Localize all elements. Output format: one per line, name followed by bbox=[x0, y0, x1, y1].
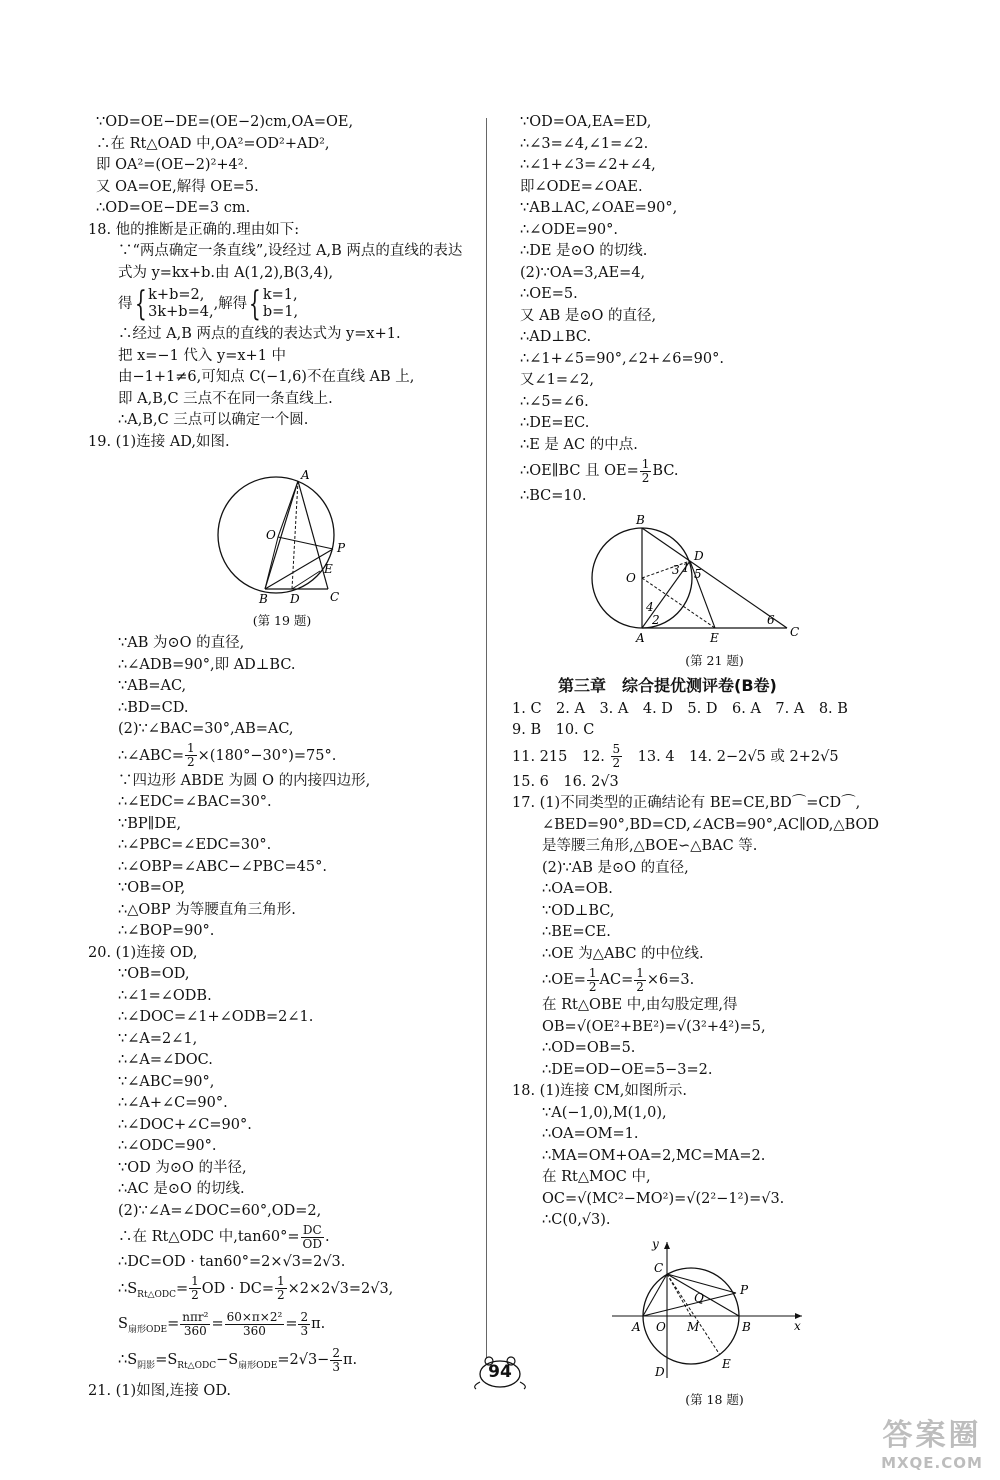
text-line: ∴BC=10. bbox=[520, 488, 587, 504]
left-column bbox=[88, 112, 476, 1403]
figure-18-caption: (第 18 题) bbox=[685, 1391, 744, 1407]
text-line: ∵AB=AC, bbox=[118, 678, 187, 694]
text-line: 即 OA²=(OE−2)²+4². bbox=[96, 157, 249, 173]
text-line: OB=√(OE²+BE²)=√(3²+4²)=5, bbox=[542, 1018, 766, 1035]
figure-18-diagram bbox=[512, 1236, 917, 1386]
text-line: ∴∠EDC=∠BAC=30°. bbox=[118, 794, 272, 810]
text-line: ∴∠ADB=90°,即 AD⊥BC. bbox=[118, 656, 296, 673]
label-O: O bbox=[626, 570, 636, 585]
page-number-badge bbox=[470, 1356, 530, 1390]
label-5: 5 bbox=[694, 566, 702, 581]
text-line: ∴∠ODC=90°. bbox=[118, 1138, 217, 1154]
text-line: ∴△OBP 为等腰直角三角形. bbox=[118, 901, 296, 918]
text-line: ∴∠DOC=∠1+∠ODB=2∠1. bbox=[118, 1009, 314, 1025]
text-line: ∴OE=5. bbox=[520, 286, 578, 302]
text-line: 又 AB 是⊙O 的直径, bbox=[520, 307, 657, 324]
text-line: ∴BD=CD. bbox=[118, 699, 189, 716]
text-line: (2)∵OA=3,AE=4, bbox=[520, 264, 646, 281]
text-line: ∴DE=EC. bbox=[520, 415, 590, 431]
text-line: ∴经过 A,B 两点的直线的表达式为 y=x+1. bbox=[118, 326, 401, 342]
label-D: D bbox=[290, 592, 300, 606]
watermark-url: MXQE.COM bbox=[881, 1454, 983, 1472]
text-line: ∴∠ODE=90°. bbox=[520, 221, 618, 238]
text-line: ∵“两点确定一条直线”,设经过 A,B 两点的直线的表达 bbox=[118, 243, 463, 259]
problem-18-heading: 18. 他的推断是正确的.理由如下: bbox=[88, 221, 300, 238]
label-B: B bbox=[636, 512, 645, 527]
watermark bbox=[872, 1410, 992, 1472]
equation-line: ∴在 Rt△ODC 中,tan60°= $\frac{DC}{OD}$ . bbox=[118, 1222, 330, 1251]
figure-18 bbox=[512, 1236, 917, 1408]
figure-19-diagram bbox=[88, 457, 476, 607]
text-line: ∴OD=OE−DE=3 cm. bbox=[96, 200, 251, 216]
label-6: 6 bbox=[767, 612, 775, 627]
equation-line: $S_{扇形ODE}=$ $\frac{\text{nπr²}}{360}$ = $\frac{\text{60×π×2²}}{360}$ = $\frac{2}{3}$ π. bbox=[118, 1309, 326, 1338]
problem-20-heading: 20. (1)连接 OD, bbox=[88, 944, 198, 961]
page-number: 94 bbox=[488, 1362, 512, 1382]
figure-21-caption: (第 21 题) bbox=[685, 652, 744, 668]
label-C: C bbox=[790, 624, 800, 639]
text-line: ∴C(0,√3). bbox=[542, 1212, 611, 1228]
text-line: ∴∠1+∠3=∠2+∠4, bbox=[520, 157, 656, 173]
equation-line: $\therefore S_{阴影}=S_{Rt\triangle ODC}-S_{扇形ODE}=2√3-$ $\frac{2}{3}$ π. bbox=[118, 1345, 358, 1374]
text-line: 把 x=−1 代入 y=x+1 中 bbox=[118, 347, 287, 364]
text-line: ∴OA=OM=1. bbox=[542, 1126, 639, 1142]
label-4: 4 bbox=[646, 599, 654, 614]
problem-17-heading: 17. (1)不同类型的正确结论有 BE=CE,BD⌒=CD⌒, bbox=[512, 795, 861, 811]
label-P: P bbox=[740, 1282, 749, 1297]
text-line: 即 A,B,C 三点不在同一条直线上. bbox=[118, 390, 333, 407]
problem-21-heading: 21. (1)如图,连接 OD. bbox=[88, 1383, 232, 1400]
text-line: ∵OD 为⊙O 的半径, bbox=[118, 1159, 247, 1176]
text-line: ∴∠A=∠DOC. bbox=[118, 1052, 213, 1068]
text-line: ∴E 是 AC 的中点. bbox=[520, 436, 638, 453]
label-C: C bbox=[654, 1260, 664, 1275]
text-line: 即∠ODE=∠OAE. bbox=[520, 178, 643, 195]
text-line: ∵A(−1,0),M(1,0), bbox=[542, 1104, 667, 1121]
label-D: D bbox=[694, 548, 704, 563]
label-B: B bbox=[742, 1319, 751, 1334]
section-title: 第三章 综合提优测评卷(B卷) bbox=[558, 675, 777, 695]
text-line: (2)∵∠BAC=30°,AB=AC, bbox=[118, 721, 294, 737]
figure-19 bbox=[88, 457, 476, 629]
label-C: C bbox=[330, 590, 340, 604]
figure-21-diagram bbox=[512, 512, 917, 647]
text-line: ∴AD⊥BC. bbox=[520, 329, 592, 345]
label-Q: Q bbox=[694, 1290, 704, 1305]
label-O: O bbox=[656, 1319, 666, 1334]
label-B: B bbox=[259, 592, 268, 606]
text-line: OC=√(MC²−MO²)=√(2²−1²)=√3. bbox=[542, 1190, 785, 1207]
answers-row-3: 11. 215 12. $\frac{5}{2}$ 13. 4 14. 2−2√5 或 2+2√5 bbox=[512, 742, 839, 770]
right-column bbox=[512, 112, 917, 1412]
text-line: ∴OA=OB. bbox=[542, 881, 613, 897]
text-line: ∴BE=CE. bbox=[542, 924, 611, 940]
label-y: y bbox=[652, 1236, 659, 1251]
text-line: ∴∠5=∠6. bbox=[520, 393, 589, 410]
label-3: 3 bbox=[672, 562, 680, 577]
text-line: ∴OE 为△ABC 的中位线. bbox=[542, 945, 704, 962]
text-line: ∴∠A+∠C=90°. bbox=[118, 1095, 228, 1111]
label-A: A bbox=[636, 630, 645, 645]
text-line: ∵OD=OA,EA=ED, bbox=[520, 114, 652, 130]
text-line: ∴∠1=∠ODB. bbox=[118, 987, 212, 1004]
label-P: P bbox=[337, 541, 346, 555]
text-line: ∴MA=OM+OA=2,MC=MA=2. bbox=[542, 1147, 766, 1164]
text-line: ∵AB⊥AC,∠OAE=90°, bbox=[520, 200, 678, 216]
equation-line: ∴OE= $\frac{1}{2}$ AC= $\frac{1}{2}$ ×6=3. bbox=[542, 965, 695, 994]
text-line: ∴OD=OB=5. bbox=[542, 1040, 636, 1056]
text-line: 式为 y=kx+b.由 A(1,2),B(3,4), bbox=[118, 264, 334, 281]
label-D: D bbox=[655, 1364, 665, 1379]
label-E: E bbox=[324, 562, 333, 576]
text-line: ∴∠DOC+∠C=90°. bbox=[118, 1116, 252, 1133]
text-line: ∴AC 是⊙O 的切线. bbox=[118, 1181, 245, 1197]
equation-line: $\therefore S_{Rt\triangle ODC}=$ $\frac{1}{2}$ OD · DC= $\frac{1}{2}$ ×2×2√3=2√3, bbox=[118, 1274, 394, 1302]
figure-19-caption: (第 19 题) bbox=[252, 613, 312, 628]
label-E: E bbox=[722, 1356, 731, 1371]
text-line: ∴∠3=∠4,∠1=∠2. bbox=[520, 135, 649, 152]
text-line: ∵BP∥DE, bbox=[118, 815, 182, 832]
equation-system: 得{ k+b=2, 3k+b=4,,解得{ k=1, b=1, bbox=[118, 284, 299, 324]
text-line: ∵∠ABC=90°, bbox=[118, 1073, 215, 1090]
text-line: ∴在 Rt△OAD 中,OA²=OD²+AD², bbox=[96, 135, 330, 152]
problem-18-heading: 18. (1)连接 CM,如图所示. bbox=[512, 1083, 687, 1099]
equation-line: ∴∠ABC= $\frac{1}{2}$ ×(180°−30°)=75°. bbox=[118, 741, 337, 769]
label-2: 2 bbox=[652, 612, 660, 627]
text-line: ∠BED=90°,BD=CD,∠ACB=90°,AC∥OD,△BOD bbox=[542, 816, 880, 833]
label-E: E bbox=[710, 630, 719, 645]
text-line: ∴DE=OD−OE=5−3=2. bbox=[542, 1061, 713, 1078]
equation-line: ∴OE∥BC 且 OE= $\frac{1}{2}$ BC. bbox=[520, 456, 679, 485]
text-line: 又 OA=OE,解得 OE=5. bbox=[96, 178, 259, 195]
label-1: 1 bbox=[682, 560, 690, 575]
text-line: ∴∠BOP=90°. bbox=[118, 923, 215, 939]
text-line: ∵OB=OD, bbox=[118, 966, 190, 982]
text-line: ∵∠A=2∠1, bbox=[118, 1030, 198, 1047]
answers-row-4: 15. 6 16. 2√3 bbox=[512, 773, 619, 790]
answers-row-1: 1. C 2. A 3. A 4. D 5. D 6. A 7. A 8. B bbox=[512, 700, 848, 717]
text-line: ∵AB 为⊙O 的直径, bbox=[118, 635, 245, 651]
text-line: ∵OD=OE−DE=(OE−2)cm,OA=OE, bbox=[96, 114, 354, 130]
text-line: 由−1+1≠6,可知点 C(−1,6)不在直线 AB 上, bbox=[118, 369, 415, 385]
text-line: ∴A,B,C 三点可以确定一个圆. bbox=[118, 412, 309, 428]
answers-row-2: 9. B 10. C bbox=[512, 722, 595, 738]
label-A: A bbox=[632, 1319, 641, 1334]
text-line: ∴∠PBC=∠EDC=30°. bbox=[118, 837, 272, 853]
text-line: ∴∠OBP=∠ABC−∠PBC=45°. bbox=[118, 858, 327, 875]
text-line: ∵OD⊥BC, bbox=[542, 902, 615, 919]
text-line: 是等腰三角形,△BOE∽△BAC 等. bbox=[542, 838, 758, 854]
text-line: ∴DE 是⊙O 的切线. bbox=[520, 243, 648, 259]
text-line: ∴∠1+∠5=90°,∠2+∠6=90°. bbox=[520, 350, 724, 367]
figure-21 bbox=[512, 512, 917, 669]
text-line: ∵四边形 ABDE 为圆 O 的内接四边形, bbox=[118, 772, 371, 789]
text-line: (2)∵AB 是⊙O 的直径, bbox=[542, 859, 689, 876]
text-line: ∴DC=OD · tan60°=2×√3=2√3. bbox=[118, 1254, 346, 1270]
label-O: O bbox=[266, 528, 276, 542]
label-A: A bbox=[301, 468, 310, 482]
problem-19-heading: 19. (1)连接 AD,如图. bbox=[88, 433, 230, 450]
text-line: 又∠1=∠2, bbox=[520, 372, 595, 388]
text-line: 在 Rt△MOC 中, bbox=[542, 1169, 651, 1185]
text-line: ∵OB=OP, bbox=[118, 880, 186, 896]
watermark-main: 答案圈 bbox=[882, 1418, 982, 1453]
text-line: (2)∵∠A=∠DOC=60°,OD=2, bbox=[118, 1202, 322, 1219]
label-M: M bbox=[687, 1319, 700, 1334]
label-x: x bbox=[794, 1318, 801, 1333]
text-line: 在 Rt△OBE 中,由勾股定理,得 bbox=[542, 997, 738, 1013]
column-divider bbox=[486, 118, 487, 1358]
